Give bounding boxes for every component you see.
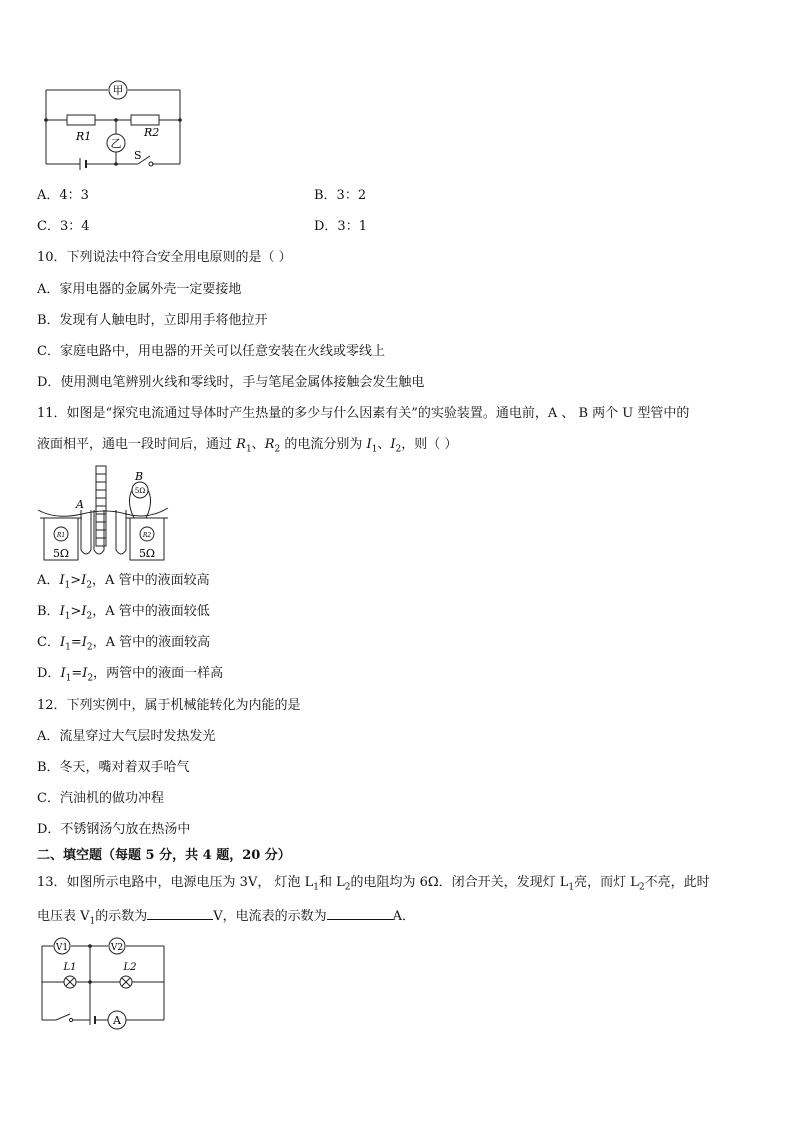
tube-a-label: A [76, 498, 84, 511]
r1-marker: R1 [56, 532, 66, 539]
r1-label: R1 [76, 130, 92, 143]
meter-jia-label: 甲 [112, 84, 124, 97]
q12-option-a[interactable]: A．流星穿过大气层时发热发光 [37, 729, 216, 744]
r2-marker: R2 [142, 532, 152, 539]
q13-circuit-diagram [36, 932, 171, 1030]
q12-option-d[interactable]: D．不锈钢汤勺放在热汤中 [37, 822, 191, 837]
q13-stem-line1: 13．如图所示电路中，电源电压为 3V， 灯泡 $L_1$和 $L_2$的电阻均为 6Ω．闭合开关，发现灯 $L_1$亮，而灯 $L_2$不亮，此时 [37, 875, 710, 893]
v1-label: V1 [55, 943, 69, 953]
switch-label: S [134, 149, 142, 162]
q9-option-c[interactable]: C．3：4 [37, 219, 90, 234]
q12-stem: 12．下列实例中，属于机械能转化为内能的是 [37, 698, 301, 713]
q9-option-a[interactable]: A．4：3 [37, 188, 89, 203]
right-resistor-label: 5Ω [138, 547, 156, 560]
r2-label: R2 [144, 126, 160, 139]
q10-option-b[interactable]: B．发现有人触电时，立即用手将他拉开 [37, 313, 268, 328]
ammeter-label: A [113, 1014, 121, 1027]
q11-option-d[interactable]: D．$I_1=I_2$，两管中的液面一样高 [37, 666, 224, 684]
left-resistor-label: 5Ω [52, 547, 70, 560]
q11-option-b[interactable]: B．$I_1>I_2$，A 管中的液面较低 [37, 604, 210, 622]
q10-stem: 10．下列说法中符合安全用电原则的是（ ） [37, 250, 292, 265]
l2-label: L2 [123, 962, 137, 973]
l1-label: L1 [63, 962, 77, 973]
q11-option-a[interactable]: A．$I_1>I_2$，A 管中的液面较高 [37, 573, 210, 591]
meter-yi-label: 乙 [110, 137, 122, 150]
q9-circuit-diagram [40, 78, 190, 173]
q13-blank-voltage[interactable] [147, 905, 213, 920]
section-2-title: 二、填空题（每题 5 分，共 4 题，20 分） [37, 848, 291, 863]
q12-option-c[interactable]: C．汽油机的做功冲程 [37, 791, 164, 806]
tube-b-label: B [135, 470, 144, 483]
q13-blank-current[interactable] [327, 905, 393, 920]
q10-option-c[interactable]: C．家庭电路中，用电器的开关可以任意安装在火线或零线上 [37, 344, 385, 359]
q11-option-c[interactable]: C．$I_1=I_2$，A 管中的液面较高 [37, 635, 211, 653]
q11-stem-line2: 液面相平，通电一段时间后，通过 $R_1$、$R_2$ 的电流分别为 $I_1$、$I_2$，则（ ） [37, 437, 458, 455]
q13-stem-line2: 电压表 $V_1$的示数为 V，电流表的示数为 A． [37, 905, 415, 931]
q9-option-d[interactable]: D．3：1 [314, 219, 367, 234]
v2-label: V2 [110, 943, 124, 953]
q10-option-d[interactable]: D．使用测电笔辨别火线和零线时，手与笔尾金属体接触会发生触电 [37, 375, 425, 390]
top-resistor-label: 5Ω [134, 487, 146, 495]
q10-option-a[interactable]: A．家用电器的金属外壳一定要接地 [37, 282, 242, 297]
q9-option-b[interactable]: B．3：2 [314, 188, 367, 203]
q11-apparatus-diagram [36, 462, 171, 564]
q11-stem-line1: 11．如图是“探究电流通过导体时产生热量的多少与什么因素有关”的实验装置。通电前，A 、 B 两个 U 型管中的 [37, 406, 690, 421]
q12-option-b[interactable]: B．冬天，嘴对着双手哈气 [37, 760, 190, 775]
